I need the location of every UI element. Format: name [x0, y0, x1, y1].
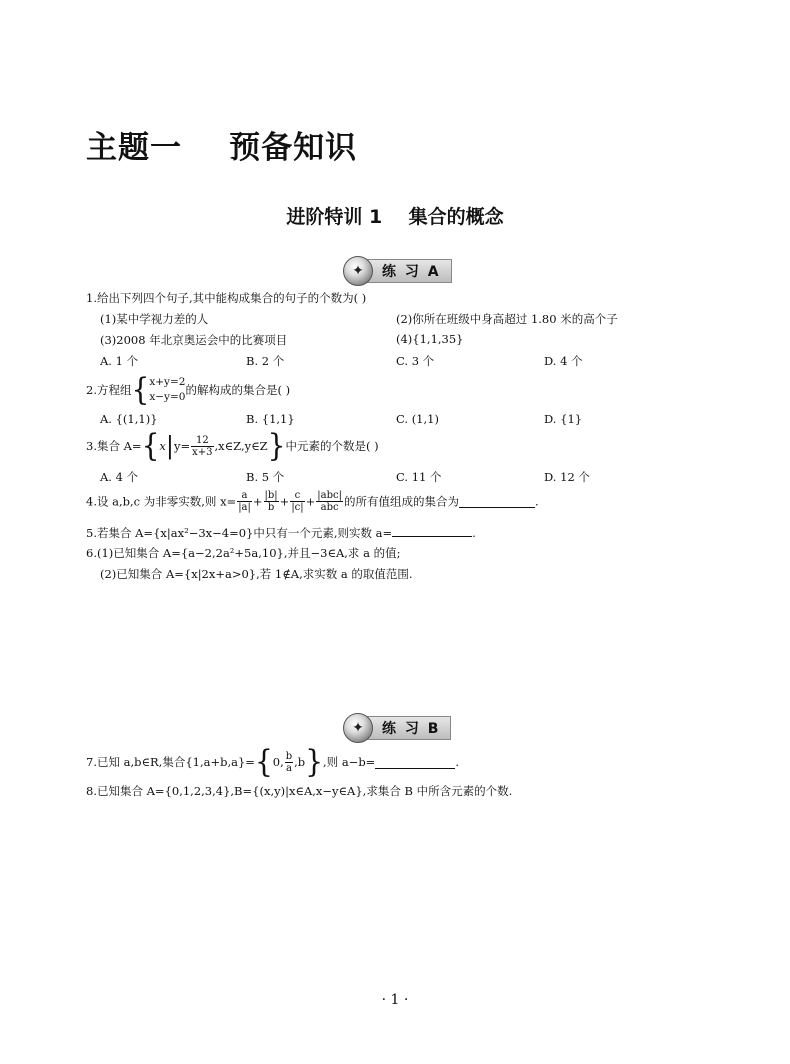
fraction-denominator: x+3 [192, 446, 213, 458]
separator-bar-icon: | [165, 432, 174, 460]
topic-title: 主题一 预备知识 [86, 130, 358, 166]
answer-blank [375, 756, 455, 769]
fraction-3 [290, 490, 304, 513]
plus-sign: + [305, 494, 316, 509]
question-7-inner-post: ,b [294, 755, 306, 769]
question-2-pre: 2.方程组 [86, 383, 132, 397]
plus-sign: + [252, 494, 263, 509]
question-1-option-b: B. 2 个 [246, 354, 285, 368]
practice-a-label: 练 习 A [363, 259, 452, 283]
left-brace-icon: { [254, 743, 273, 780]
question-1-option-a: A. 1 个 [100, 354, 139, 368]
answer-blank [392, 524, 472, 537]
question-3-inner-y: y= [174, 439, 191, 453]
question-2-option-d: D. {1} [544, 412, 583, 426]
question-2-option-b: B. {1,1} [246, 412, 295, 426]
fraction-4-numerator: |abc| [317, 490, 342, 501]
question-3-option-c: C. 11 个 [396, 470, 442, 484]
question-1-statement-1: (1)某中学视力差的人 [100, 312, 209, 326]
right-brace-icon: } [305, 743, 324, 780]
question-5-text: 5.若集合 A={x|ax²−3x−4=0}中只有一个元素,则实数 a= [86, 526, 393, 540]
question-3-inner-post: ,x∈Z,y∈Z [214, 439, 268, 453]
question-4-post: 的所有值组成的集合为 [344, 494, 459, 509]
question-6-part-2: (2)已知集合 A={x|2x+a>0},若 1∉A,求实数 a 的取值范围. [100, 567, 413, 581]
equation-1: x+y=2 [149, 376, 186, 388]
question-2-option-c: C. (1,1) [396, 412, 439, 426]
question-3-fraction [191, 435, 213, 458]
question-1-statement-4: (4){1,1,35} [396, 332, 464, 346]
fraction-1 [237, 490, 252, 513]
question-1-statement-3: (3)2008 年北京奥运会中的比赛项目 [100, 333, 288, 347]
question-4-pre: 4.设 a,b,c 为非零实数,则 x= [86, 494, 237, 509]
left-brace-icon: { [141, 427, 160, 464]
practice-a-banner [343, 257, 452, 284]
question-3-inner-pre: x [159, 439, 166, 453]
question-7-post: ,则 a−b= [323, 755, 376, 769]
question-7-inner-pre: 0, [272, 755, 284, 769]
fraction-3-numerator: c [290, 490, 304, 502]
question-7: 7.已知 a,b∈R,集合{1,a+b,a}={0, $\frac{b}{a}$ ,b},则 a−b= . [86, 743, 459, 780]
question-1-statement-2: (2)你所在班级中身高超过 1.80 米的高个子 [396, 312, 618, 326]
question-3-stem [86, 427, 379, 464]
fraction-4 [316, 490, 343, 513]
practice-b-banner [343, 714, 451, 741]
fraction-4-denominator: abc [320, 502, 339, 513]
practice-emblem-icon: ✦ [343, 256, 373, 286]
equation-system [149, 375, 185, 405]
question-3-option-d: D. 12 个 [544, 470, 590, 484]
practice-b-label: 练 习 B [363, 716, 451, 740]
question-2-post: 的解构成的集合是( ) [185, 383, 291, 397]
page-number: · 1 · [381, 992, 409, 1008]
plus-sign: + [279, 494, 290, 509]
question-6-part-1: 6.(1)已知集合 A={a−2,2a²+5a,10},并且−3∈A,求 a 的值; [86, 546, 401, 560]
question-7-fraction [285, 751, 293, 774]
practice-emblem-icon: ✦ [343, 713, 373, 743]
question-2-option-a: A. {(1,1)} [100, 412, 158, 426]
fraction-numerator: 12 [191, 435, 213, 447]
fraction-1-numerator: a [237, 490, 252, 502]
question-1-option-c: C. 3 个 [396, 354, 435, 368]
right-brace-icon: } [267, 427, 286, 464]
question-1-stem: 1.给出下列四个句子,其中能构成集合的句子的个数为( ) [86, 291, 367, 305]
question-3-option-a: A. 4 个 [100, 470, 139, 484]
question-2-stem [86, 371, 291, 408]
question-3-option-b: B. 5 个 [246, 470, 285, 484]
answer-blank [459, 495, 535, 508]
fraction-1-denominator: |a| [238, 502, 251, 513]
question-1-option-d: D. 4 个 [544, 354, 583, 368]
fraction-2-numerator: |b| [264, 490, 278, 501]
fraction-3-denominator: |c| [291, 502, 304, 513]
question-4-stem: 4.设 a,b,c 为非零实数,则 x= $\frac{a}{|a|}$ + $\frac{|b|}{b}$ + $\frac{c}{|c|}$ + $\frac{\text{|abc|}}{\text{abc}}$ 的所有值组成的集合为 . [86, 490, 539, 513]
question-3-pre: 3.集合 A= [86, 439, 142, 453]
question-3-post: 中元素的个数是( ) [285, 439, 379, 453]
brace-icon: { [131, 371, 150, 408]
question-5: 5.若集合 A={x|ax²−3x−4=0}中只有一个元素,则实数 a= . [86, 526, 476, 540]
section-title: 进阶特训 1 集合的概念 [286, 206, 504, 228]
question-7-pre: 7.已知 a,b∈R,集合{1,a+b,a}= [86, 755, 255, 769]
fraction-denominator: a [285, 762, 292, 774]
fraction-2-denominator: b [267, 502, 275, 513]
fraction-numerator: b [285, 750, 293, 762]
fraction-2 [264, 490, 279, 513]
equation-2: x−y=0 [149, 391, 186, 403]
question-8: 8.已知集合 A={0,1,2,3,4},B={(x,y)|x∈A,x−y∈A},求集合 B 中所含元素的个数. [86, 784, 513, 798]
